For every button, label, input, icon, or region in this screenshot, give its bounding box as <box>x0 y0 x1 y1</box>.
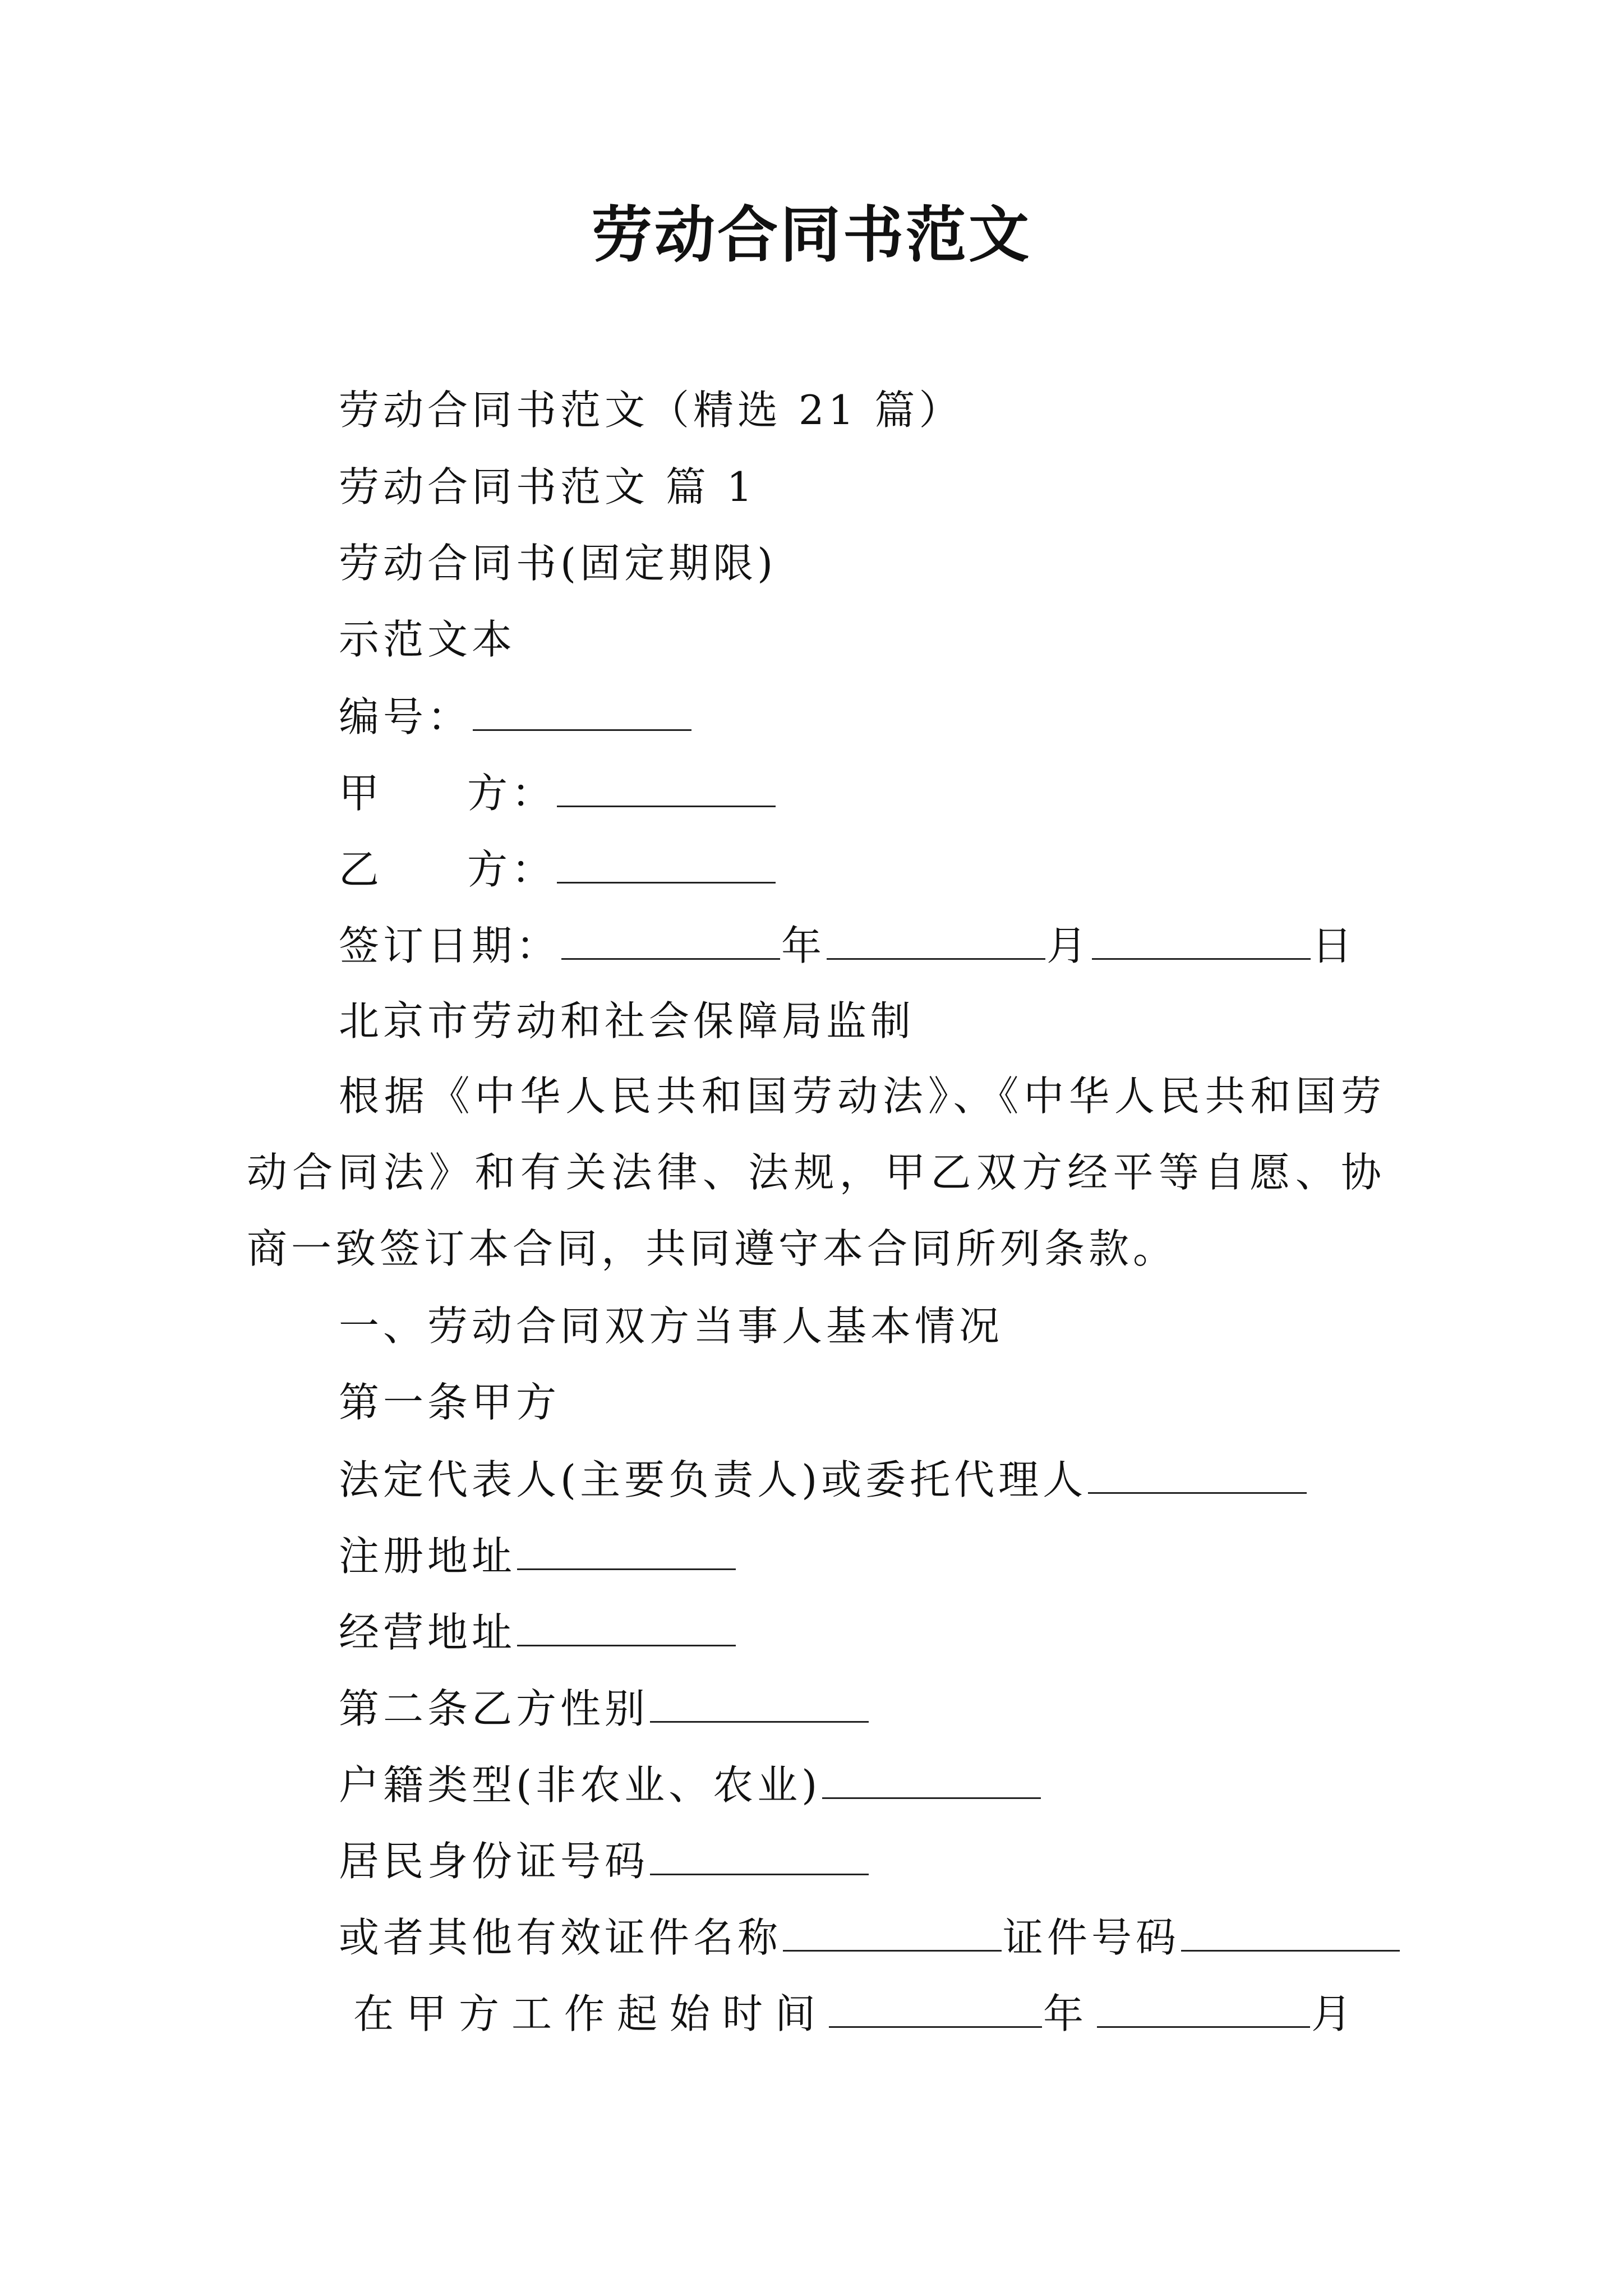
party-b-blank <box>557 848 776 884</box>
work-start-field <box>353 1990 1385 2037</box>
sign-date-label: 签订日期： <box>339 922 561 969</box>
business-address-field <box>339 1609 737 1656</box>
work-start-year-unit: 年 <box>1043 1990 1096 2037</box>
party-b-gender-field <box>339 1685 870 1732</box>
registered-address-label: 注册地址 <box>339 1533 517 1580</box>
number-field <box>339 693 693 740</box>
supervisor-line: 北京市劳动和社会保障局监制 <box>339 997 915 1045</box>
chapter-heading-1: 一、劳动合同双方当事人基本情况 <box>339 1303 1004 1350</box>
household-type-field <box>339 1761 1042 1809</box>
other-id-field <box>339 1914 1401 1961</box>
sign-day-blank <box>1092 924 1311 960</box>
other-id-number-blank <box>1181 1916 1400 1952</box>
article-1-heading: 第一条甲方 <box>339 1379 561 1426</box>
number-blank <box>473 696 691 731</box>
contract-type: 劳动合同书(固定期限) <box>339 540 777 587</box>
party-a-field <box>339 770 777 817</box>
sign-month-blank <box>827 924 1045 960</box>
party-b-gender-label: 第二条乙方性别 <box>339 1685 649 1732</box>
sign-date-field <box>339 922 1357 969</box>
sign-day-unit: 日 <box>1312 922 1357 969</box>
work-start-month-unit: 月 <box>1311 1990 1364 2037</box>
subtitle-selection: 劳动合同书范文（精选 21 篇） <box>339 386 963 434</box>
party-a-label: 方： <box>467 770 556 817</box>
other-id-name-label: 或者其他有效证件名称 <box>339 1914 782 1961</box>
legal-rep-label: 法定代表人(主要负责人)或委托代理人 <box>339 1456 1087 1503</box>
sample-text-label: 示范文本 <box>339 616 517 663</box>
sign-month-unit: 月 <box>1046 922 1091 969</box>
id-number-field <box>339 1838 870 1885</box>
sign-year-unit: 年 <box>781 922 826 969</box>
legal-rep-field <box>339 1456 1308 1503</box>
party-b-field <box>339 846 777 893</box>
party-a-char: 甲 <box>339 770 384 817</box>
business-address-label: 经营地址 <box>339 1609 517 1656</box>
party-b-label: 方： <box>467 846 556 893</box>
id-number-blank <box>650 1840 869 1875</box>
id-number-label: 居民身份证号码 <box>339 1838 649 1885</box>
number-label: 编号： <box>339 693 472 740</box>
legal-rep-blank <box>1088 1458 1307 1494</box>
registered-address-field <box>339 1533 737 1580</box>
sign-year-blank <box>561 924 780 960</box>
preamble-paragraph: 根据《中华人民共和国劳动法》、《中华人民共和国劳动合同法》和有关法律、法规，甲乙双方经平等自愿、协商一致签订本合同，共同遵守本合同所列条款。 <box>247 1073 1385 1272</box>
section-heading-1: 劳动合同书范文 篇 1 <box>339 463 757 510</box>
work-start-month-blank <box>1097 1993 1310 2028</box>
business-address-blank <box>517 1611 736 1646</box>
party-a-blank <box>557 772 776 807</box>
other-id-number-label: 证件号码 <box>1003 1914 1181 1961</box>
household-type-label: 户籍类型(非农业、农业) <box>339 1761 822 1809</box>
work-start-year-blank <box>829 1993 1042 2028</box>
household-type-blank <box>822 1764 1041 1799</box>
document-title: 劳动合同书范文 <box>591 200 1031 270</box>
work-start-label: 在甲方工作起始时间 <box>353 1990 828 2037</box>
registered-address-blank <box>517 1535 736 1570</box>
party-b-char: 乙 <box>339 846 384 893</box>
other-id-name-blank <box>783 1916 1002 1952</box>
party-b-gender-blank <box>650 1687 869 1723</box>
